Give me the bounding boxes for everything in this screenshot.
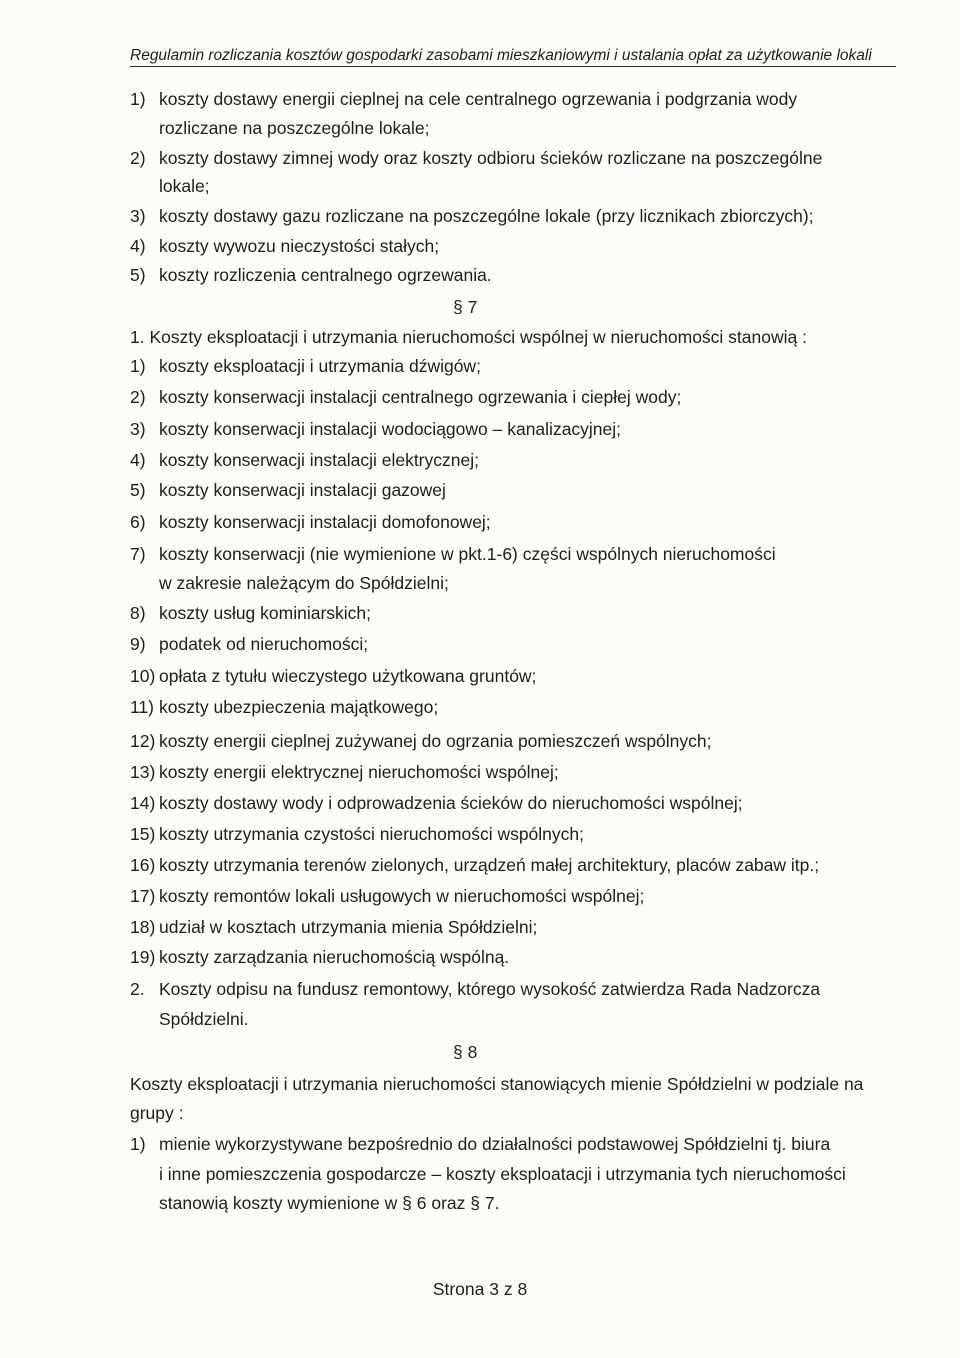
list-item: 5) koszty konserwacji instalacji gazowej — [130, 480, 446, 500]
list-item: 2) koszty dostawy zimnej wody oraz koszty odbioru ścieków rozliczane na poszczególne — [130, 148, 823, 168]
list-item: 4) koszty wywozu nieczystości stałych; — [130, 236, 440, 256]
section-7-point-2-continuation: Spółdzielni. — [159, 1009, 249, 1029]
list-item: 12) koszty energii cieplnej zużywanej do ogrzania pomieszczeń wspólnych; — [130, 731, 712, 751]
list-item: 16) koszty utrzymania terenów zielonych, urządzeń małej architektury, placów zabaw itp.; — [130, 855, 820, 875]
list-item: 1) mienie wykorzystywane bezpośrednio do działalności podstawowej Spółdzielni tj. biura — [130, 1134, 831, 1154]
list-item: 15) koszty utrzymania czystości nieruchomości wspólnych; — [130, 824, 585, 844]
section-7-point-2: 2. Koszty odpisu na fundusz remontowy, którego wysokość zatwierdza Rada Nadzorcza — [130, 979, 821, 999]
list-item: 11) koszty ubezpieczenia majątkowego; — [130, 697, 439, 717]
section-heading-7: § 7 — [453, 297, 478, 317]
list-item: 18) udział w kosztach utrzymania mienia Spółdzielni; — [130, 917, 538, 937]
list-item-continuation: lokale; — [159, 176, 210, 196]
section-heading-8: § 8 — [453, 1042, 478, 1062]
section-8-intro-continuation: grupy : — [130, 1103, 184, 1123]
list-item-continuation: w zakresie należącym do Spółdzielni; — [159, 573, 449, 593]
list-item: 4) koszty konserwacji instalacji elektrycznej; — [130, 450, 479, 470]
list-item-continuation: i inne pomieszczenia gospodarcze – koszty eksploatacji i utrzymania tych nieruchomości — [159, 1164, 846, 1184]
list-item: 6) koszty konserwacji instalacji domofonowej; — [130, 512, 491, 532]
list-item: 2) koszty konserwacji instalacji centralnego ogrzewania i ciepłej wody; — [130, 387, 682, 407]
section-7-intro: 1. Koszty eksploatacji i utrzymania nieruchomości wspólnej w nieruchomości stanowią : — [130, 327, 807, 347]
list-item: 1) koszty eksploatacji i utrzymania dźwigów; — [130, 356, 481, 376]
list-item: 13) koszty energii elektrycznej nieruchomości wspólnej; — [130, 762, 559, 782]
list-item-continuation: stanowią koszty wymienione w § 6 oraz § 7. — [159, 1193, 500, 1213]
page-number: Strona 3 z 8 — [432, 1279, 528, 1299]
document-header: Regulamin rozliczania kosztów gospodarki zasobami mieszkaniowymi i ustalania opłat za użytkowanie lokali — [130, 47, 896, 67]
list-item: 7) koszty konserwacji (nie wymienione w pkt.1-6) części wspólnych nieruchomości — [130, 544, 776, 564]
list-item: 10) opłata z tytułu wieczystego użytkowana gruntów; — [130, 666, 537, 686]
list-item: 3) koszty konserwacji instalacji wodociągowo – kanalizacyjnej; — [130, 419, 622, 439]
list-item-continuation: rozliczane na poszczególne lokale; — [159, 118, 430, 138]
list-item: 14) koszty dostawy wody i odprowadzenia ścieków do nieruchomości wspólnej; — [130, 793, 743, 813]
list-item: 5) koszty rozliczenia centralnego ogrzewania. — [130, 265, 492, 285]
list-item: 3) koszty dostawy gazu rozliczane na poszczególne lokale (przy licznikach zbiorczych); — [130, 206, 814, 226]
list-item: 8) koszty usług kominiarskich; — [130, 603, 372, 623]
list-item: 1) koszty dostawy energii cieplnej na cele centralnego ogrzewania i podgrzania wody — [130, 89, 798, 109]
list-item: 19) koszty zarządzania nieruchomością wspólną. — [130, 947, 510, 967]
list-item: 9) podatek od nieruchomości; — [130, 634, 369, 654]
list-item: 17) koszty remontów lokali usługowych w nieruchomości wspólnej; — [130, 886, 645, 906]
section-8-intro: Koszty eksploatacji i utrzymania nieruchomości stanowiących mienie Spółdzielni w podziale na — [130, 1074, 864, 1094]
